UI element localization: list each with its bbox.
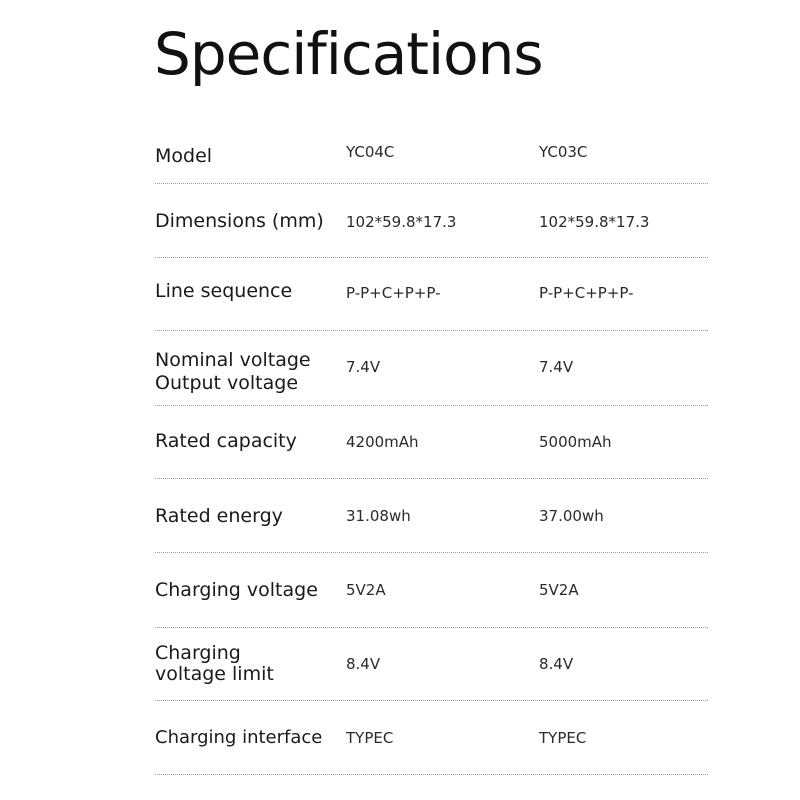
row-label: Rated energy — [155, 505, 283, 527]
row-label: Rated capacity — [155, 430, 297, 452]
page-title: Specifications — [154, 20, 543, 88]
row-label: Charging interface — [155, 727, 323, 748]
value-yc03c: P-P+C+P+P- — [539, 284, 634, 302]
value-yc04c: P-P+C+P+P- — [346, 284, 441, 302]
value-yc03c: TYPEC — [539, 729, 587, 747]
value-yc04c: YC04C — [346, 143, 395, 161]
row-divider — [155, 627, 708, 628]
row-label-line-2: voltage limit — [155, 663, 274, 685]
row-label-line-2: Output voltage — [155, 372, 299, 394]
row-divider — [155, 478, 708, 479]
row-divider — [155, 183, 708, 184]
value-yc04c: 4200mAh — [346, 433, 419, 451]
value-yc03c: YC03C — [539, 143, 588, 161]
value-yc04c: 102*59.8*17.3 — [346, 213, 457, 231]
value-yc04c: TYPEC — [346, 729, 394, 747]
value-yc03c: 7.4V — [539, 358, 574, 376]
row-divider — [155, 552, 708, 553]
row-divider — [155, 257, 708, 258]
value-yc03c: 37.00wh — [539, 507, 604, 525]
value-yc04c: 8.4V — [346, 655, 381, 673]
row-label: Dimensions (mm) — [155, 210, 324, 232]
row-label-line-1: Charging — [155, 642, 241, 664]
row-label: Line sequence — [155, 280, 293, 302]
value-yc03c: 8.4V — [539, 655, 574, 673]
row-label: Model — [155, 145, 213, 167]
value-yc03c: 5000mAh — [539, 433, 612, 451]
row-divider — [155, 700, 708, 701]
value-yc04c: 31.08wh — [346, 507, 411, 525]
value-yc04c: 5V2A — [346, 581, 386, 599]
value-yc03c: 5V2A — [539, 581, 579, 599]
row-label: Charging voltage — [155, 579, 318, 601]
row-divider — [155, 405, 708, 406]
row-label-line-1: Nominal voltage — [155, 349, 311, 371]
row-divider — [155, 774, 708, 775]
value-yc03c: 102*59.8*17.3 — [539, 213, 650, 231]
row-divider — [155, 330, 708, 331]
value-yc04c: 7.4V — [346, 358, 381, 376]
